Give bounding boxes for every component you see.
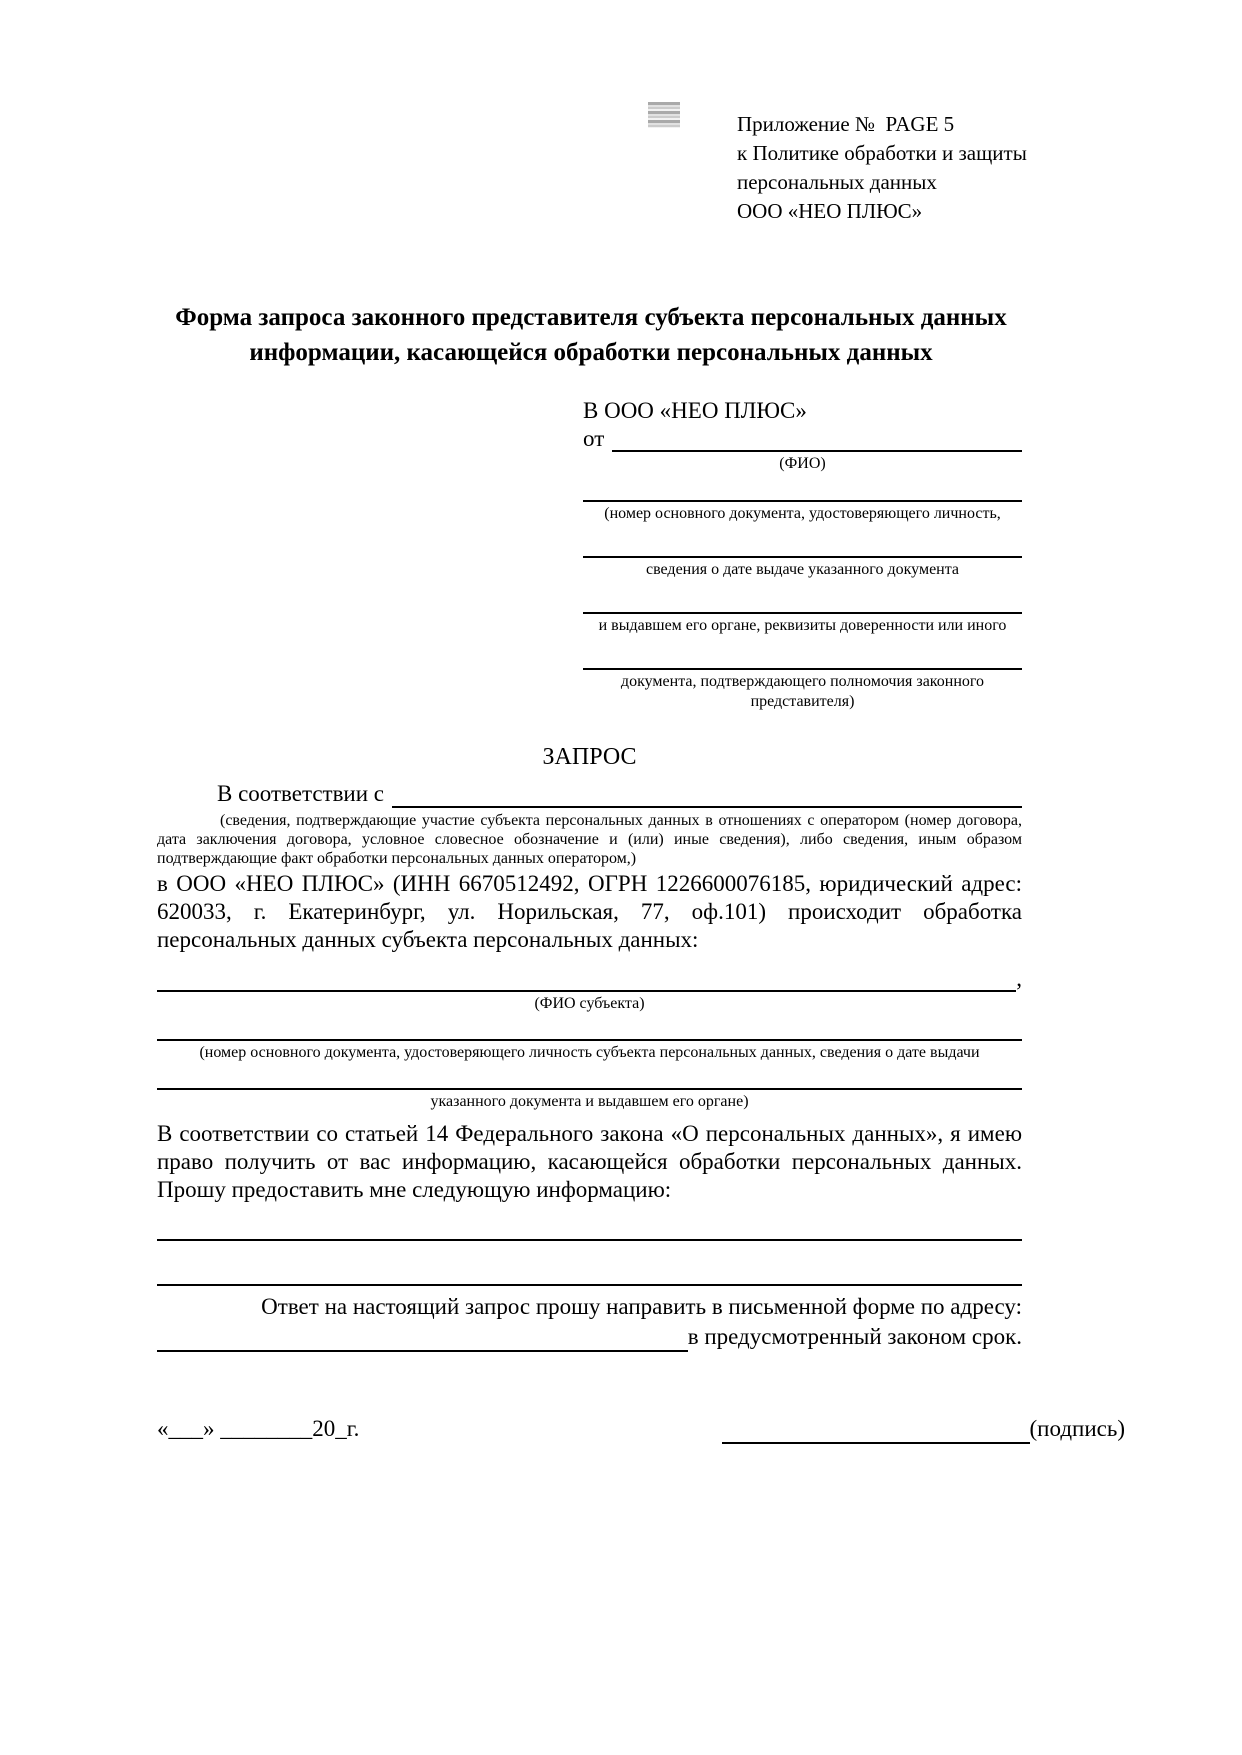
intro-label: В соответствии с (217, 781, 385, 806)
issue-date-caption: сведения о дате выдаче указанного документа (645, 561, 960, 578)
reply-address-row (157, 1322, 1022, 1352)
appendix-line: Приложение № PAGE 5 (737, 112, 955, 136)
subject-fio-caption: (ФИО субъекта) (534, 995, 645, 1012)
subject-document-caption-1: (номер основного документа, удостоверяющего личность субъекта персональных данных, сведения о дате выдачи (199, 1044, 980, 1061)
law-paragraph: В соответствии со статьей 14 Федерального закона «О персональных данных», я имею право получить от вас информацию, касающейся обработки персональных данных. Прошу предоставить мне следующую информацию: (157, 1121, 1022, 1202)
request-heading: ЗАПРОС (542, 744, 637, 770)
appendix-line: ООО «НЕО ПЛЮС» (737, 199, 923, 223)
appendix-header (737, 110, 1067, 226)
reply-tail: в предусмотренный законом срок. (687, 1324, 1022, 1349)
addressee-to: В ООО «НЕО ПЛЮС» (583, 398, 807, 423)
small-image-icon (648, 102, 680, 128)
relationship-fill-line[interactable] (392, 806, 1022, 808)
appendix-line: персональных данных (737, 170, 937, 194)
signature-caption: (подпись) (1029, 1416, 1125, 1441)
subject-fio-row (157, 966, 1022, 992)
signature-row (157, 1414, 1125, 1444)
relationship-note: (сведения, подтверждающие участие субъекта персональных данных в отношениях с оператором (номер договора, дата заключения договора, условное словесное обозначение и (или) иные сведения), либо сведения, иным образом подтверждающие факт обработки персональных данных оператором,) (157, 812, 1022, 867)
trailing-comma: , (1016, 966, 1022, 991)
issuing-authority-caption: и выдавшем его органе, реквизиты доверенности или иного (598, 617, 1007, 634)
requested-info-fill-line-1[interactable] (157, 1204, 1022, 1241)
requested-info-fill-line-2[interactable] (157, 1241, 1022, 1286)
operator-paragraph: в ООО «НЕО ПЛЮС» (ИНН 6670512492, ОГРН 1226600076185, юридический адрес: 620033, г. Екатеринбург, ул. Норильская, 77, оф.101) происходит обработка персональных данных субъекта персональных данных: (157, 871, 1022, 952)
from-row (583, 426, 1022, 452)
from-label: от (583, 426, 605, 451)
signature-block (722, 1414, 1125, 1444)
reply-sentence: Ответ на настоящий запрос прошу направить в письменной форме по адресу: (261, 1294, 1022, 1319)
appendix-line: к Политике обработки и защиты (737, 141, 1027, 165)
page-title: Форма запроса законного представителя субъекта персональных данных информации, касающейся обработки персональных данных (175, 304, 1007, 366)
issuing-authority-fill-line[interactable] (583, 580, 1022, 614)
date-blank[interactable]: «___» ________20_г. (157, 1416, 360, 1441)
issue-date-fill-line[interactable] (583, 524, 1022, 558)
subject-fio-fill-line[interactable] (157, 990, 1016, 992)
document-number-caption: (номер основного документа, удостоверяющего личность, (604, 505, 1001, 522)
reply-address-fill-line[interactable] (157, 1350, 688, 1352)
fio-fill-line[interactable] (612, 450, 1022, 452)
document-number-fill-line[interactable] (583, 474, 1022, 502)
subject-document-fill-line[interactable] (157, 1014, 1022, 1041)
signature-fill-line[interactable] (722, 1418, 1030, 1444)
intro-row (157, 780, 1022, 808)
fio-caption: (ФИО) (779, 455, 826, 472)
subject-document-caption-2: указанного документа и выдавшем его органе) (430, 1093, 749, 1110)
authority-document-fill-line[interactable] (583, 636, 1022, 670)
subject-document-fill-line-2[interactable] (157, 1063, 1022, 1090)
addressee-block (583, 396, 1022, 712)
authority-document-caption: документа, подтверждающего полномочия законного представителя) (620, 673, 985, 710)
